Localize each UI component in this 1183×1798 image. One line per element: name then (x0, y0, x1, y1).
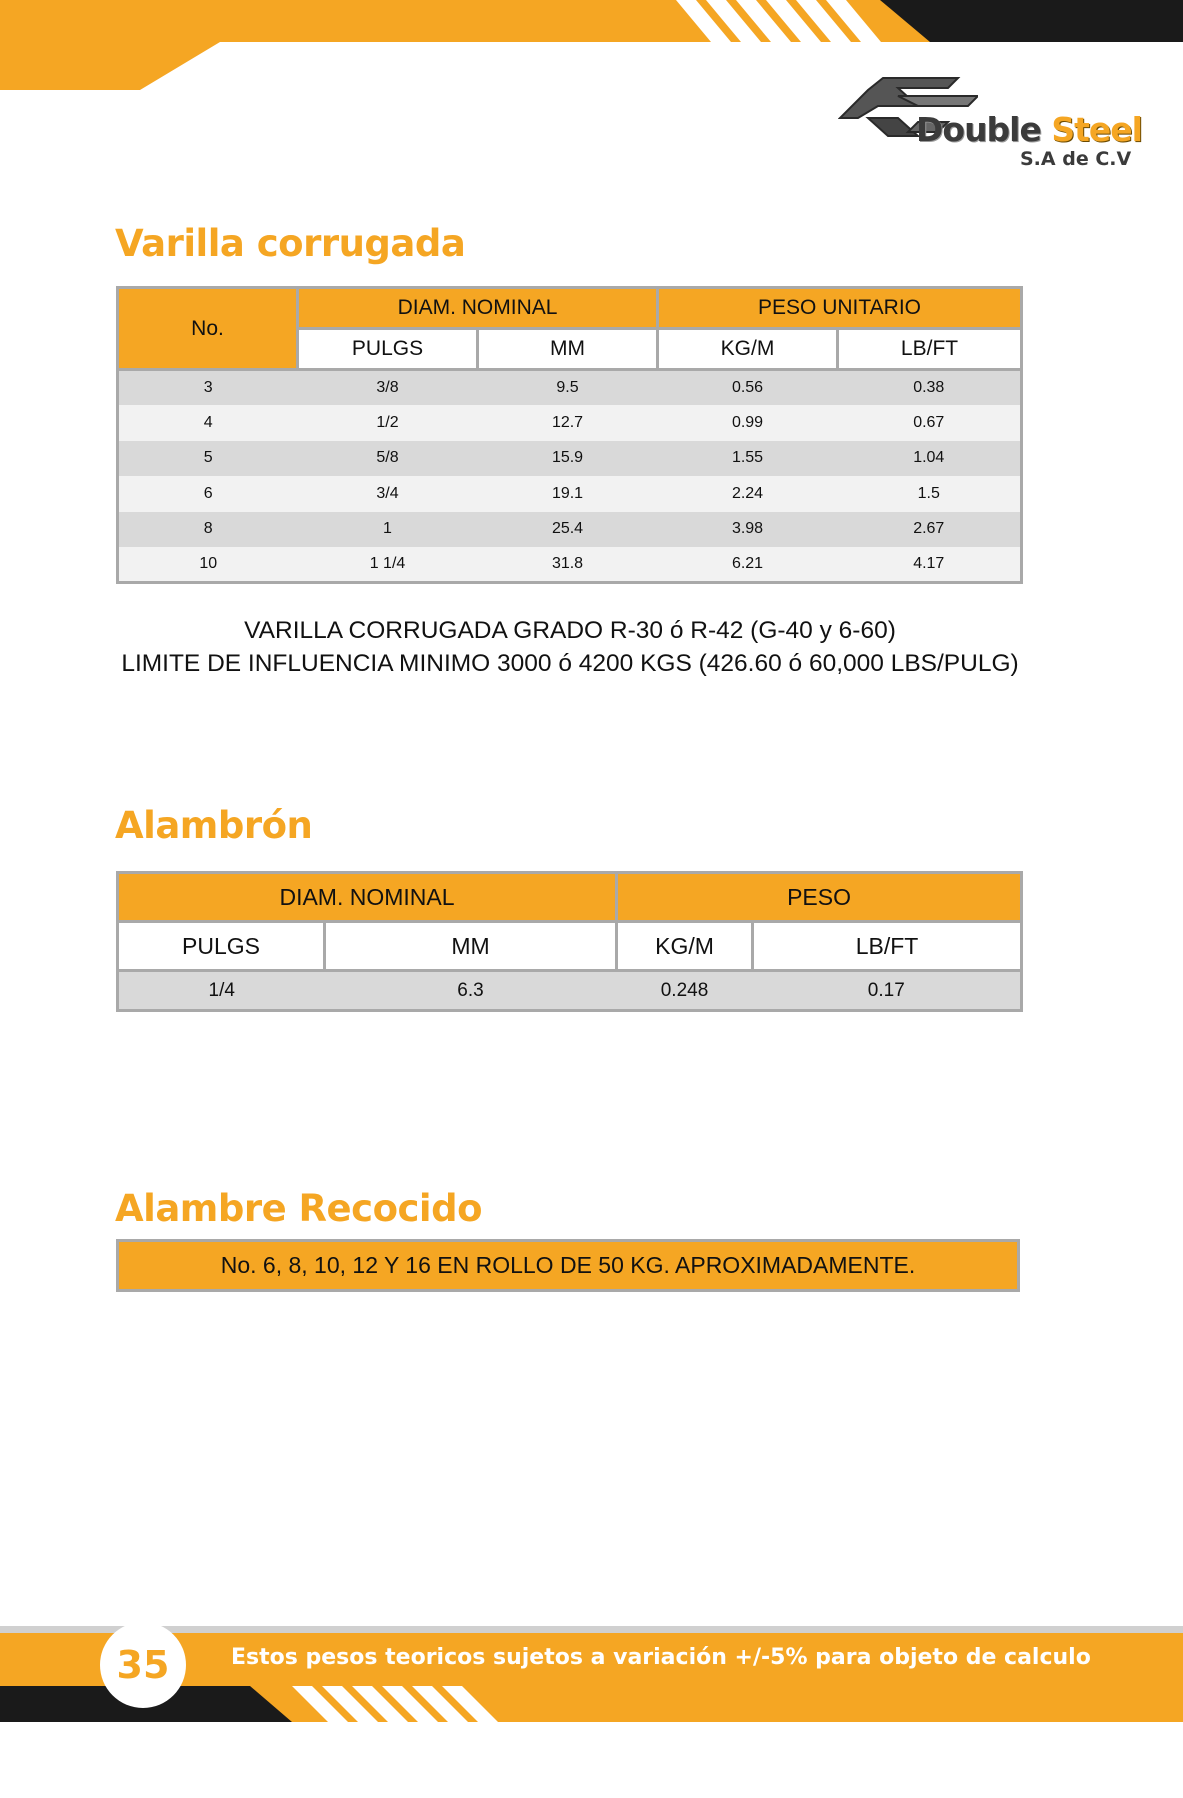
alambron-table (116, 871, 1023, 1012)
cell-no: 10 (118, 547, 298, 583)
logo-wordmark: Double Steel (916, 110, 1142, 149)
table-row (118, 971, 1022, 1011)
varilla-note-line-2: LIMITE DE INFLUENCIA MINIMO 3000 ó 4200 KGS (426.60 ó 60,000 LBS/PULG) (121, 650, 1019, 677)
cell-no: 3 (118, 370, 298, 406)
cell-kgm: 0.99 (658, 405, 838, 441)
cell-pulgs: 1/4 (118, 971, 325, 1011)
cell-mm: 19.1 (478, 476, 658, 512)
logo-suffix: S.A de C.V (1020, 148, 1132, 170)
header-mm: MM (325, 922, 617, 971)
cell-lbft: 0.17 (753, 971, 1022, 1011)
cell-lbft: 1.5 (838, 476, 1022, 512)
alambre-title: Alambre Recocido (115, 1187, 483, 1230)
company-logo (838, 70, 1142, 180)
cell-kgm: 0.248 (617, 971, 753, 1011)
cell-kgm: 2.24 (658, 476, 838, 512)
cell-pulgs: 3/4 (298, 476, 478, 512)
cell-kgm: 6.21 (658, 547, 838, 583)
varilla-table (116, 286, 1023, 584)
table-row (118, 512, 1022, 548)
header-kgm: KG/M (658, 329, 838, 370)
cell-pulgs: 5/8 (298, 441, 478, 477)
table-row (118, 441, 1022, 477)
header-lbft: LB/FT (838, 329, 1022, 370)
cell-pulgs: 3/8 (298, 370, 478, 406)
table-row (118, 370, 1022, 406)
cell-pulgs: 1 1/4 (298, 547, 478, 583)
cell-no: 4 (118, 405, 298, 441)
table-row (118, 547, 1022, 583)
header-peso: PESO (617, 873, 1022, 922)
cell-mm: 31.8 (478, 547, 658, 583)
cell-mm: 9.5 (478, 370, 658, 406)
table-row (118, 476, 1022, 512)
cell-kgm: 0.56 (658, 370, 838, 406)
header-lbft: LB/FT (753, 922, 1022, 971)
alambre-banner: No. 6, 8, 10, 12 Y 16 EN ROLLO DE 50 KG. APROXIMADAMENTE. (116, 1239, 1020, 1292)
cell-mm: 12.7 (478, 405, 658, 441)
header-diam-nominal: DIAM. NOMINAL (298, 288, 658, 329)
cell-mm: 15.9 (478, 441, 658, 477)
header-pulgs: PULGS (118, 922, 325, 971)
header-peso-unitario: PESO UNITARIO (658, 288, 1022, 329)
cell-lbft: 1.04 (838, 441, 1022, 477)
varilla-note-line-1: VARILLA CORRUGADA GRADO R-30 ó R-42 (G-40 y 6-60) (244, 617, 896, 644)
cell-mm: 6.3 (325, 971, 617, 1011)
header-kgm: KG/M (617, 922, 753, 971)
cell-lbft: 2.67 (838, 512, 1022, 548)
cell-no: 6 (118, 476, 298, 512)
cell-pulgs: 1/2 (298, 405, 478, 441)
cell-mm: 25.4 (478, 512, 658, 548)
cell-lbft: 0.67 (838, 405, 1022, 441)
header-mm: MM (478, 329, 658, 370)
header-diam-nominal: DIAM. NOMINAL (118, 873, 617, 922)
cell-lbft: 4.17 (838, 547, 1022, 583)
footer-disclaimer: Estos pesos teoricos sujetos a variación +/-5% para objeto de calculo (231, 1645, 1091, 1670)
table-row (118, 405, 1022, 441)
cell-no: 5 (118, 441, 298, 477)
cell-kgm: 1.55 (658, 441, 838, 477)
cell-lbft: 0.38 (838, 370, 1022, 406)
cell-no: 8 (118, 512, 298, 548)
page-number: 35 (100, 1622, 186, 1708)
header-pulgs: PULGS (298, 329, 478, 370)
header-no: No. (118, 288, 298, 370)
cell-kgm: 3.98 (658, 512, 838, 548)
cell-pulgs: 1 (298, 512, 478, 548)
alambron-title: Alambrón (115, 804, 313, 847)
varilla-title: Varilla corrugada (115, 222, 466, 265)
